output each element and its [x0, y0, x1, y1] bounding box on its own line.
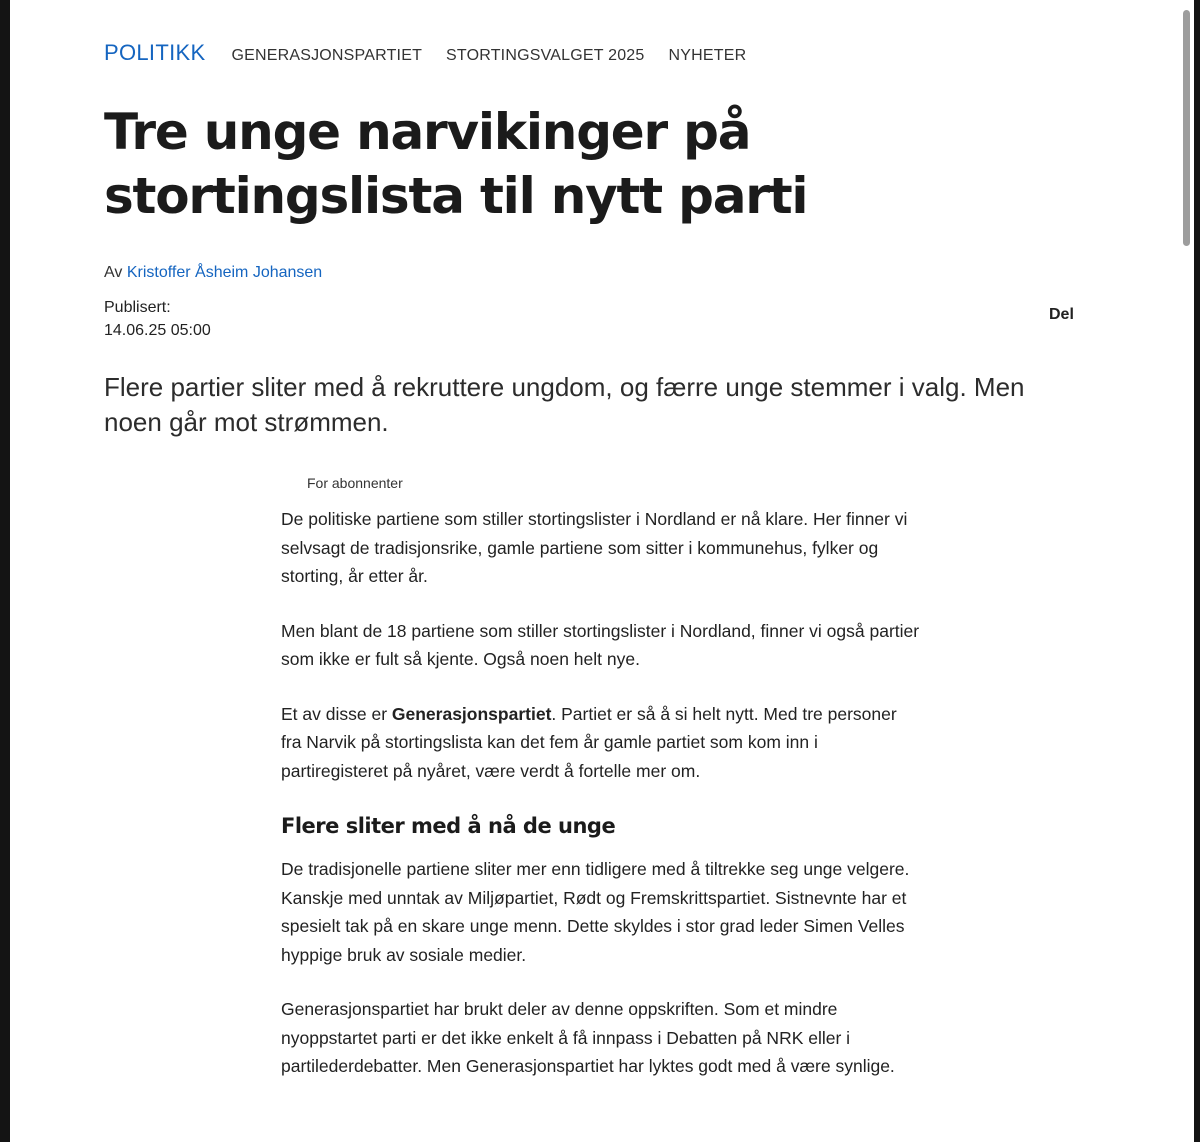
section-link-politikk[interactable]: POLITIKK	[104, 40, 206, 65]
party-name-bold: Generasjonspartiet	[391, 703, 552, 724]
paragraph: De tradisjonelle partiene sliter mer enn tidligere med å tiltrekke seg unge velgere. Kanskje med unntak av Miljøpartiet, Rødt og Fremskrittspartiet. Sistnevnte har et spesielt tak på en skare unge menn. Dette skyldes i stor grad leder Simen Velles hyppige bruk av sosiale medier.	[281, 859, 910, 965]
subheading: Flere sliter med å nå de unge	[281, 814, 616, 838]
author-link[interactable]: Kristoffer Åsheim Johansen	[126, 264, 323, 281]
article-title: Tre unge narvikinger på stortingslista til nytt parti	[104, 103, 808, 225]
paragraph: De politiske partiene som stiller stortingslister i Nordland er nå klare. Her finner vi selvsagt de tradisjonsrike, gamle partiene som sitter i kommunehus, fylker og storting, år etter år.	[281, 509, 908, 586]
paragraph-text: Et av disse er	[281, 703, 392, 724]
article-lead: Flere partier sliter med å rekruttere ungdom, og færre unge stemmer i valg. Men noen går mot strømmen.	[104, 372, 1025, 437]
paragraph: Men blant de 18 partiene som stiller stortingslister i Nordland, finner vi også partier som ikke er fult så kjente. Også noen helt nye.	[281, 620, 920, 669]
byline	[104, 264, 322, 282]
tag-link-stortingsvalget[interactable]: STORTINGSVALGET 2025	[446, 47, 645, 64]
published-date: 14.06.25 05:00	[104, 322, 211, 339]
paragraph	[281, 700, 921, 786]
share-button[interactable]: Del	[1049, 306, 1074, 323]
paragraph-text: . Partiet er så å si helt nytt. Med tre personer fra Narvik på stortingslista kan det fem år gamle partiet som kom inn i partiregisteret på nyåret, være verdt å fortelle mer om.	[281, 703, 897, 781]
article-body	[281, 505, 921, 1107]
published-label: Publisert:	[104, 299, 171, 316]
byline-prefix: Av	[104, 264, 123, 281]
article-page	[10, 0, 1178, 1142]
tag-link-nyheter[interactable]: NYHETER	[668, 47, 747, 64]
tag-link-generasjonspartiet[interactable]: GENERASJONSPARTIET	[231, 47, 423, 64]
scrollbar[interactable]	[1178, 0, 1194, 1142]
subscriber-badge: For abonnenter	[307, 475, 403, 491]
scrollbar-thumb[interactable]	[1183, 10, 1190, 246]
published-info	[104, 296, 211, 342]
paragraph: Generasjonspartiet har brukt deler av denne oppskriften. Som et mindre nyoppstartet parti er det ikke enkelt å få innpass i Debatten på NRK eller i partilederdebatter. Men Generasjonspartiet har lyktes godt med å være synlige.	[281, 999, 895, 1076]
topic-nav	[104, 40, 770, 66]
